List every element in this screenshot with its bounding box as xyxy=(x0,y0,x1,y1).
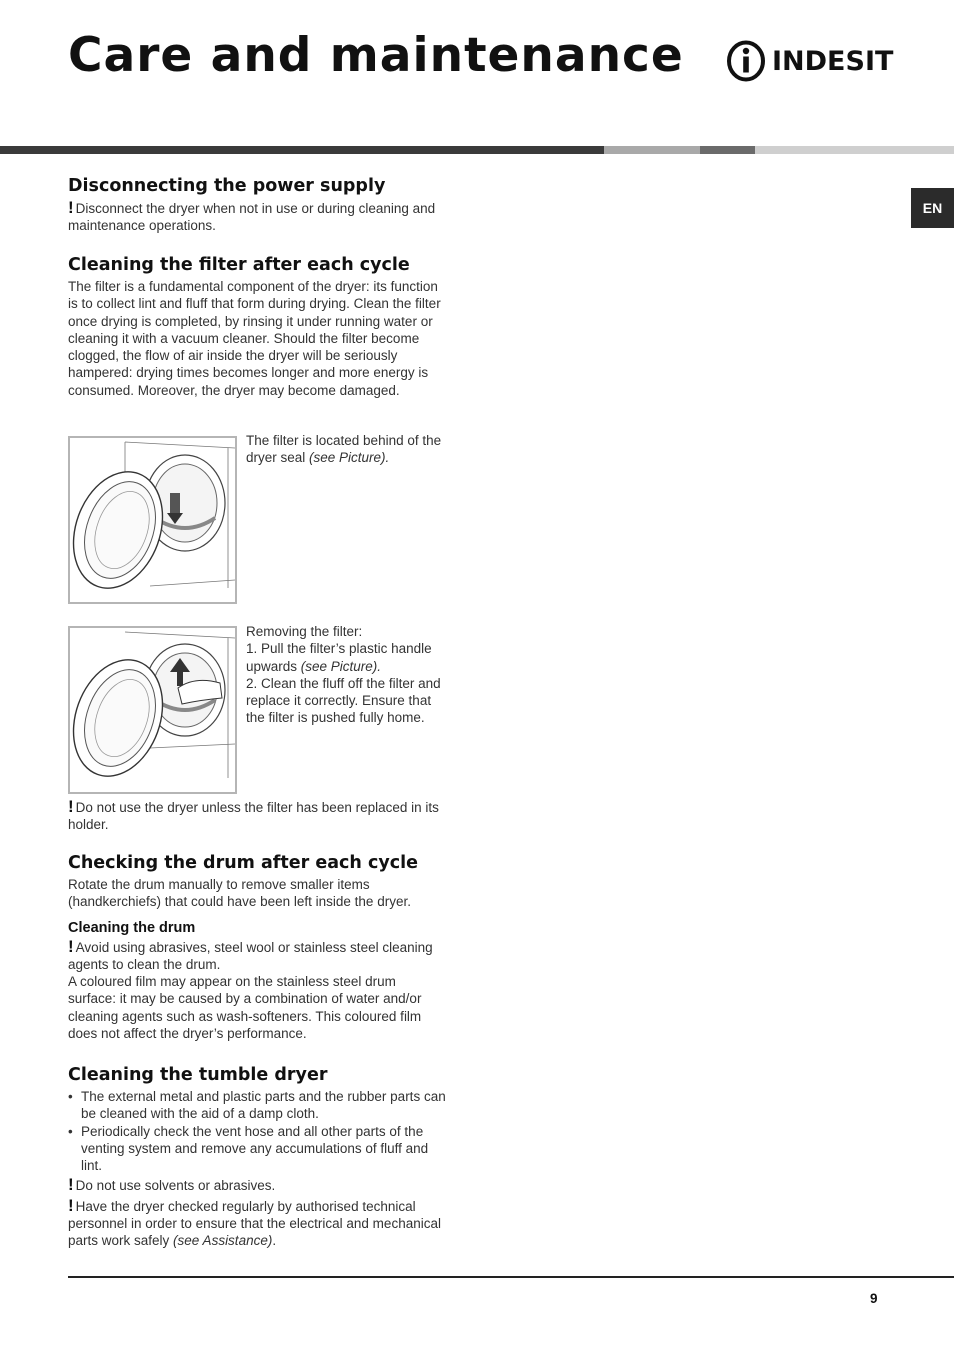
section-power-supply xyxy=(68,176,446,235)
figure2-caption: Removing the filter: 1. Pull the filter’s plastic handle upwards (see Picture). 2. Clean the fluff off the filter and replace it correctly. Ensure that the filter is pushed fully home. xyxy=(246,624,441,726)
page-title: Care and maintenance xyxy=(68,28,684,83)
section-heading: Cleaning the filter after each cycle xyxy=(68,255,410,275)
bullet-list xyxy=(68,1088,446,1174)
list-item: • Periodically check the vent hose and all other parts of the venting system and remove any accumulations of fluff and lint. xyxy=(68,1123,446,1175)
page-number: 9 xyxy=(870,1291,878,1306)
brand-wordmark: INDESIT xyxy=(772,45,894,77)
warning-exclamation-icon: ! xyxy=(68,1195,74,1215)
header-rule-pale xyxy=(755,146,954,154)
warning-text: ! Avoid using abrasives, steel wool or stainless steel cleaning agents to clean the drum. xyxy=(68,936,433,972)
remove-filter-illustration xyxy=(68,626,237,794)
language-tab: EN xyxy=(911,188,954,228)
body-text: Rotate the drum manually to remove smaller items (handkerchiefs) that could have been left inside the dryer. xyxy=(68,877,411,910)
warning-exclamation-icon: ! xyxy=(68,198,74,217)
body-text: The filter is a fundamental component of the dryer: its function is to collect lint and fluff that form during drying. Clean the filter once drying is completed, by rinsing it under running water or cleaning it with a vacuum cleaner. Should the filter become clogged, the flow of air inside the dryer will be seriously hampered: drying times becomes longer and more energy is consumed. Moreover, the dryer may become damaged. xyxy=(68,279,441,398)
section-heading: Disconnecting the power supply xyxy=(68,176,386,196)
footer-rule xyxy=(68,1276,954,1278)
warning-exclamation-icon: ! xyxy=(68,797,74,816)
section-heading: Cleaning the tumble dryer xyxy=(68,1065,328,1085)
filter-warning: ! Do not use the dryer unless the filter has been replaced in its holder. xyxy=(68,797,439,833)
section-heading: Checking the drum after each cycle xyxy=(68,853,418,873)
filter-location-illustration xyxy=(68,436,237,604)
body-text: A coloured film may appear on the stainless steel drum surface: it may be caused by a combination of water and/or cleaning agents such as wash-softeners. This coloured film does not affect the dryer’s performance. xyxy=(68,974,422,1042)
figure1-caption: The filter is located behind of the dryer seal (see Picture). xyxy=(246,433,442,466)
warning-text: ! Have the dryer checked regularly by authorised technical personnel in order to ensure that the electrical and mechanical parts work safely (see Assistance). xyxy=(68,1195,441,1249)
header-rule-light xyxy=(604,146,700,154)
warning-text: ! Do not use solvents or abrasives. xyxy=(68,1175,276,1195)
subsection-heading: Cleaning the drum xyxy=(68,919,196,936)
header-rule-mid xyxy=(700,146,755,154)
list-item: • The external metal and plastic parts and the rubber parts can be cleaned with the aid of a damp cloth. xyxy=(68,1088,446,1123)
warning-exclamation-icon: ! xyxy=(68,1175,74,1195)
brand-logo xyxy=(726,40,893,82)
section-drum xyxy=(68,853,446,1042)
warning-text: ! Disconnect the dryer when not in use or during cleaning and maintenance operations. xyxy=(68,198,436,234)
header-rule-dark xyxy=(0,146,604,154)
section-tumble-dryer xyxy=(68,1065,446,1250)
indesit-logo-icon xyxy=(726,40,766,82)
filter-removal-image xyxy=(70,628,235,792)
dryer-door-open-image xyxy=(70,438,235,602)
warning-exclamation-icon: ! xyxy=(68,936,74,956)
section-filter xyxy=(68,255,446,399)
